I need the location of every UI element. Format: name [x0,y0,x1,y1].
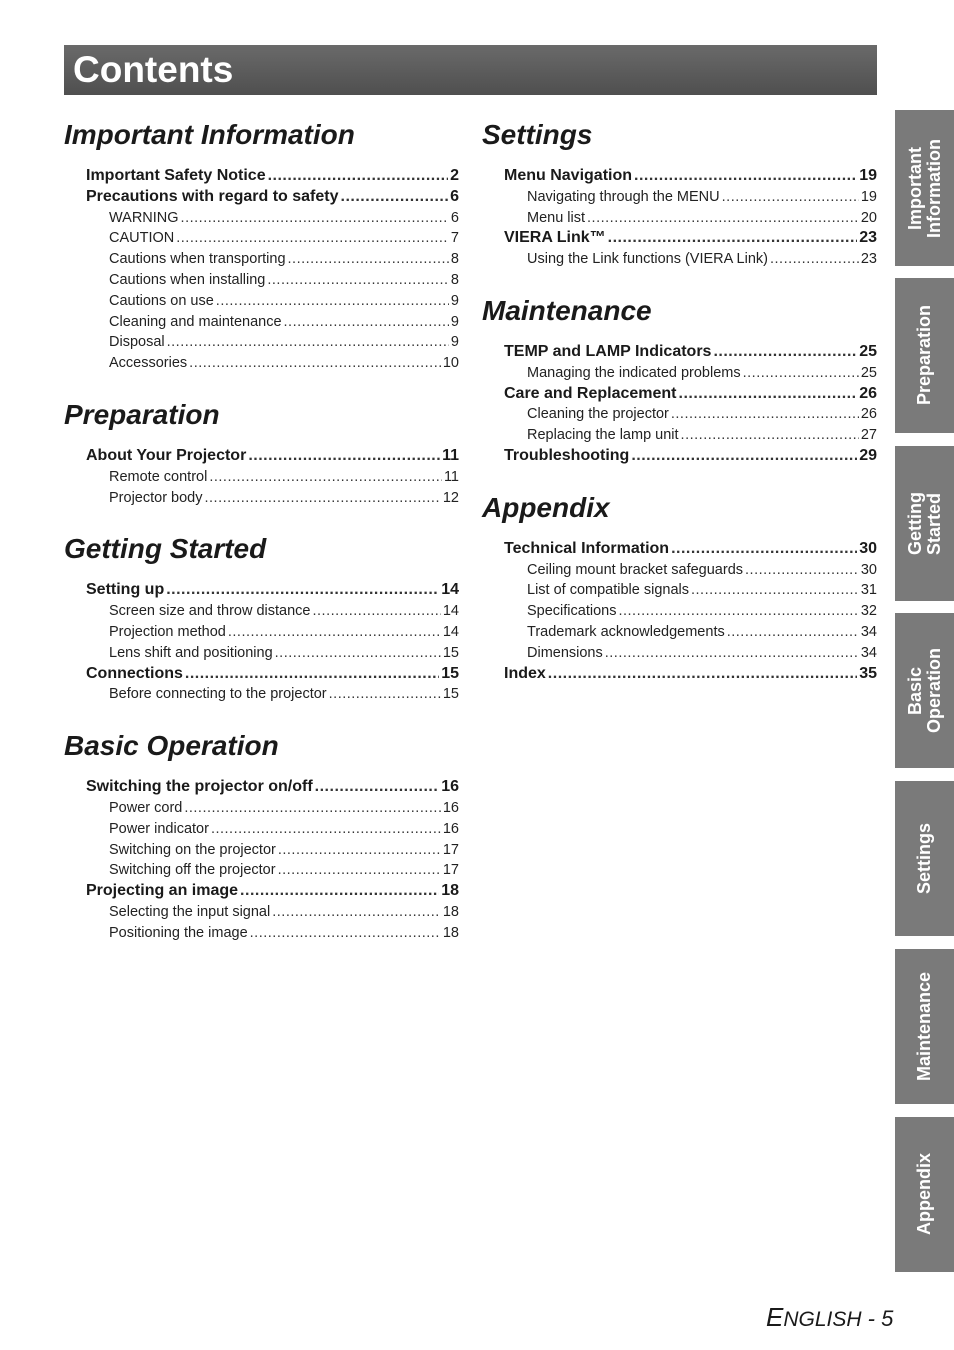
chapter-tab-label: Important Information [904,138,944,238]
toc-subentry[interactable] [86,902,459,923]
dot-leader [608,228,858,249]
toc-subentry[interactable] [86,228,459,249]
toc-entry-page: 7 [450,230,459,247]
dot-leader [205,488,441,509]
page-footer [766,1302,926,1332]
toc-subentry[interactable] [86,601,459,622]
section-heading: Important Information [64,119,355,150]
toc-section-settings [482,118,877,270]
toc-entry[interactable] [86,580,459,601]
dot-leader [240,881,439,902]
dot-leader [209,467,442,488]
dot-leader [329,684,441,705]
toc-entry-title: Navigating through the MENU [527,188,720,205]
chapter-tab-basic-operation[interactable] [895,613,954,768]
toc-entry-title: Specifications [527,603,617,620]
toc-entry-page: 19 [859,167,877,184]
toc-entry-title: WARNING [109,209,179,226]
toc-entry-list [86,580,459,705]
toc-entry-page: 17 [442,862,459,879]
toc-entry-title: Cautions on use [109,292,214,309]
page-title-banner [64,45,877,95]
toc-entry[interactable] [504,166,877,187]
dot-leader [211,819,441,840]
footer-language-rest: NGLISH [783,1308,862,1331]
toc-entry-title: Screen size and throw distance [109,603,311,620]
toc-entry-title: Remote control [109,468,208,485]
toc-subentry[interactable] [86,684,459,705]
dot-leader [548,664,857,685]
toc-entry-title: Ceiling mount bracket safeguards [527,561,744,578]
toc-entry-page: 8 [450,251,459,268]
toc-left-column [64,118,459,944]
toc-entry-title: Trademark acknowledgements [527,623,725,640]
dot-leader [184,798,441,819]
chapter-tab-label: Appendix [914,1153,934,1236]
toc-entry[interactable] [86,166,459,187]
dot-leader [267,270,449,291]
dot-leader [315,777,440,798]
toc-entry[interactable] [86,664,459,685]
toc-subentry[interactable] [86,291,459,312]
toc-subentry[interactable] [504,622,877,643]
toc-entry-page: 14 [442,603,459,620]
toc-entry-page: 23 [859,229,877,247]
toc-entry-page: 15 [441,664,459,682]
toc-entry-page: 9 [450,334,459,351]
toc-entry-page: 23 [860,251,877,268]
footer-language-initial: E [766,1302,784,1332]
toc-entry-page: 9 [450,292,459,309]
toc-subentry[interactable] [504,425,877,446]
toc-entry[interactable] [504,384,877,405]
toc-entry-page: 20 [860,209,877,226]
chapter-tab-appendix[interactable] [895,1117,954,1272]
toc-subentry[interactable] [86,332,459,353]
dot-leader [275,643,441,664]
chapter-tab-label: Preparation [914,305,934,406]
page-title: Contents [73,49,234,90]
dot-leader [176,228,449,249]
chapter-tab-getting-started[interactable] [895,446,954,601]
toc-subentry[interactable] [86,208,459,229]
section-heading: Preparation [64,398,220,430]
toc-entry-title: Projecting an image [86,882,239,900]
toc-entry[interactable] [504,228,877,249]
toc-entry-page: 16 [441,778,459,796]
toc-subentry[interactable] [86,860,459,881]
toc-entry-page: 9 [450,313,459,330]
toc-subentry[interactable] [86,923,459,944]
dot-leader [743,363,859,384]
toc-entry-page: 34 [860,623,877,640]
toc-entry-title: Projection method [109,623,226,640]
toc-subentry[interactable] [504,404,877,425]
toc-entry-title: Connections [86,664,183,682]
toc-entry-title: Managing the indicated problems [527,364,741,381]
toc-subentry[interactable] [86,270,459,291]
toc-subentry[interactable] [86,467,459,488]
toc-entry-list [86,166,459,374]
toc-entry-title: Cautions when transporting [109,251,286,268]
toc-entry-page: 17 [442,841,459,858]
chapter-tab-label: Settings [914,822,934,894]
toc-entry-list [86,446,459,508]
toc-subentry[interactable] [86,798,459,819]
toc-entry[interactable] [86,187,459,208]
toc-entry-title: Replacing the lamp unit [527,427,679,444]
section-heading: Maintenance [482,294,652,326]
toc-entry-title: Accessories [109,355,188,372]
dot-leader [770,249,859,270]
dot-leader [166,580,439,601]
dot-leader [181,208,449,229]
toc-section-appendix [482,491,877,685]
dot-leader [216,291,449,312]
toc-subentry[interactable] [504,208,877,229]
toc-subentry[interactable] [86,312,459,333]
toc-entry-page: 11 [443,468,459,485]
dot-leader [248,446,440,467]
dot-leader [587,208,859,229]
toc-entry-page: 27 [860,427,877,444]
toc-entry-page: 10 [442,355,459,372]
toc-entry[interactable] [504,446,877,467]
toc-entry-title: VIERA Link™ [504,229,606,247]
toc-entry-page: 32 [860,603,877,620]
toc-entry-title: Precautions with regard to safety [86,187,339,205]
dot-leader [278,840,441,861]
toc-entry[interactable] [86,777,459,798]
toc-subentry[interactable] [86,249,459,270]
toc-entry-title: Technical Information [504,539,670,557]
toc-entry-page: 29 [859,446,877,464]
chapter-tab-settings[interactable] [895,781,954,936]
toc-entry-list [86,777,459,943]
toc-subentry[interactable] [504,601,877,622]
toc-entry[interactable] [504,342,877,363]
toc-entry-title: Dimensions [527,644,603,661]
chapter-tab-label: Maintenance [914,971,934,1082]
dot-leader [713,342,857,363]
toc-subentry[interactable] [86,488,459,509]
toc-entry-page: 26 [860,406,877,423]
toc-entry-title: Setting up [86,581,165,599]
chapter-tab-label: Getting Started [904,492,944,555]
toc-entry-page: 25 [860,364,877,381]
toc-entry-page: 18 [441,882,459,900]
toc-entry-page: 2 [450,167,459,184]
toc-entry-title: TEMP and LAMP Indicators [504,342,712,360]
toc-entry-page: 14 [441,581,459,599]
toc-entry-title: Using the Link functions (VIERA Link) [527,251,768,268]
footer-page-number: - 5 [861,1306,894,1331]
dot-leader [691,580,859,601]
toc-section-getting-started [64,532,459,705]
toc-subentry[interactable] [504,643,877,664]
toc-entry-page: 12 [442,489,459,506]
toc-entry-page: 8 [450,271,459,288]
dot-leader [228,622,441,643]
toc-entry-list [504,342,877,467]
dot-leader [671,539,857,560]
toc-section-important-information [64,118,459,374]
dot-leader [634,166,857,187]
dot-leader [250,923,441,944]
toc-section-basic-operation [64,729,459,943]
toc-entry-title: Index [504,664,546,682]
dot-leader [605,643,859,664]
toc-entry-title: Important Safety Notice [86,167,266,184]
toc-entry-page: 35 [859,664,877,682]
toc-entry[interactable] [504,664,877,685]
toc-entry-page: 15 [442,644,459,661]
section-heading: Settings [482,119,593,150]
dot-leader [745,560,859,581]
dot-leader [618,601,858,622]
toc-subentry[interactable] [86,643,459,664]
toc-entry-title: Positioning the image [109,924,248,941]
section-heading: Getting Started [64,533,267,565]
toc-entry-page: 6 [450,209,459,226]
toc-section-maintenance [482,294,877,467]
dot-leader [341,187,449,208]
toc-entry-title: CAUTION [109,230,175,247]
toc-subentry[interactable] [504,249,877,270]
chapter-tab-preparation[interactable] [895,278,954,433]
toc-entry-page: 16 [442,799,459,816]
dot-leader [727,622,859,643]
toc-subentry[interactable] [86,622,459,643]
chapter-tab-important-information[interactable] [895,110,954,266]
toc-subentry[interactable] [504,580,877,601]
toc-entry-title: Selecting the input signal [109,903,271,920]
toc-entry-page: 18 [442,924,459,941]
toc-entry-page: 11 [442,446,459,464]
toc-entry-list [504,539,877,685]
toc-section-preparation [64,398,459,508]
toc-entry-page: 16 [442,820,459,837]
toc-subentry[interactable] [86,353,459,374]
toc-entry-page: 30 [860,561,877,578]
toc-entry[interactable] [86,881,459,902]
toc-entry-title: Menu Navigation [504,167,633,184]
dot-leader [681,425,859,446]
chapter-tab-strip [895,0,954,1350]
toc-entry-title: Cautions when installing [109,271,266,288]
section-heading: Appendix [482,491,610,523]
toc-entry-page: 25 [859,342,877,360]
toc-entry-page: 19 [860,188,877,205]
toc-subentry[interactable] [504,560,877,581]
dot-leader [631,446,857,467]
toc-entry-title: Cleaning the projector [527,406,669,423]
dot-leader [278,860,441,881]
toc-subentry[interactable] [86,840,459,861]
toc-entry-title: Care and Replacement [504,384,677,402]
dot-leader [288,249,449,270]
toc-right-column [482,118,877,684]
toc-entry-list [504,166,877,270]
dot-leader [167,332,449,353]
toc-entry-title: Before connecting to the projector [109,686,327,703]
dot-leader [268,166,449,187]
section-heading: Basic Operation [64,730,279,762]
toc-entry-page: 30 [859,539,877,557]
dot-leader [272,902,441,923]
toc-entry-title: Troubleshooting [504,446,630,464]
dot-leader [185,664,439,685]
toc-entry-page: 34 [860,644,877,661]
toc-entry-title: Switching the projector on/off [86,778,313,796]
toc-entry-title: List of compatible signals [527,582,689,599]
toc-entry-title: Power cord [109,799,183,816]
toc-entry-page: 18 [442,903,459,920]
toc-entry-title: Projector body [109,489,203,506]
toc-entry-title: Cleaning and maintenance [109,313,282,330]
chapter-tab-maintenance[interactable] [895,949,954,1104]
dot-leader [313,601,441,622]
toc-entry-page: 6 [450,187,459,205]
toc-subentry[interactable] [504,363,877,384]
chapter-tab-label: Basic Operation [904,647,944,733]
toc-subentry[interactable] [504,187,877,208]
toc-entry-page: 26 [859,384,877,402]
dot-leader [671,404,859,425]
toc-entry-page: 15 [442,686,459,703]
toc-entry-title: Switching off the projector [109,862,276,879]
dot-leader [284,312,449,333]
toc-entry-title: About Your Projector [86,446,247,464]
toc-entry-title: Disposal [109,334,165,351]
toc-entry-page: 31 [860,582,877,599]
dot-leader [189,353,441,374]
dot-leader [722,187,859,208]
dot-leader [679,384,858,405]
toc-entry-page: 14 [442,623,459,640]
toc-entry[interactable] [504,539,877,560]
toc-entry-title: Menu list [527,209,586,226]
toc-entry[interactable] [86,446,459,467]
toc-entry-title: Switching on the projector [109,841,276,858]
toc-subentry[interactable] [86,819,459,840]
toc-entry-title: Power indicator [109,820,209,837]
toc-entry-title: Lens shift and positioning [109,644,273,661]
